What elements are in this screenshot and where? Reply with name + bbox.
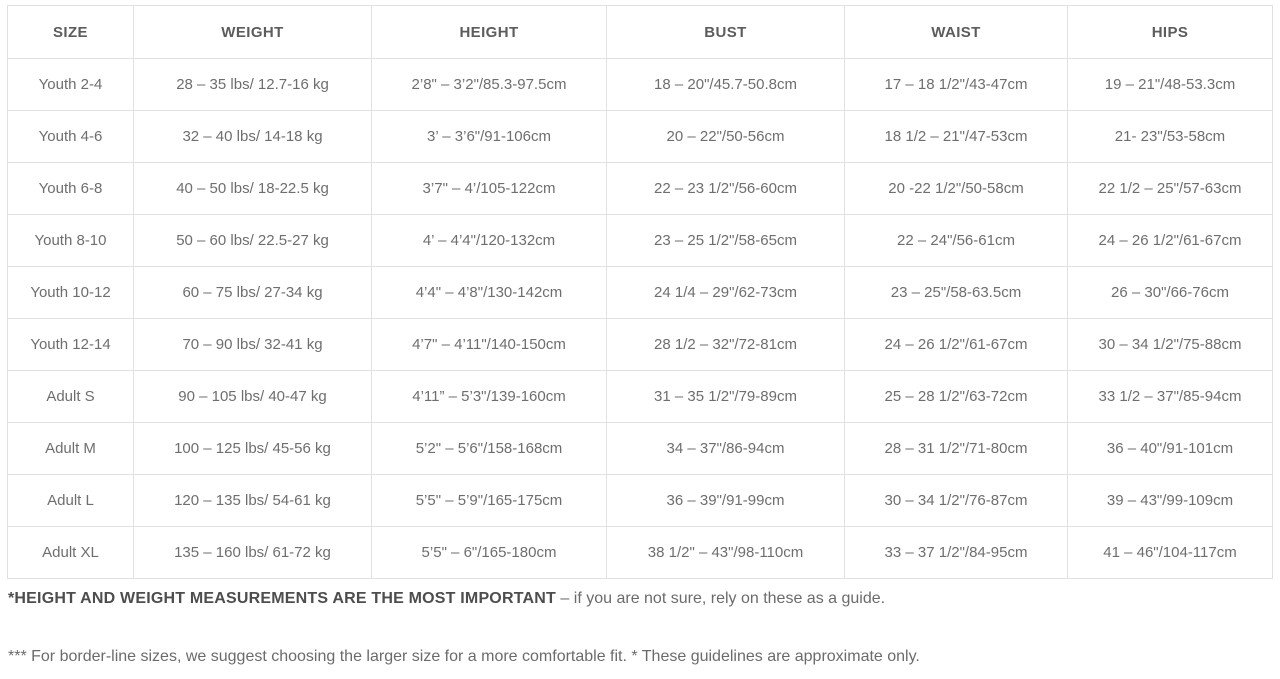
table-cell: 33 – 37 1/2"/84-95cm — [845, 527, 1068, 579]
table-cell: 30 – 34 1/2"/76-87cm — [845, 475, 1068, 527]
table-row — [8, 371, 1273, 423]
table-cell: 40 – 50 lbs/ 18-22.5 kg — [134, 163, 372, 215]
table-cell: 120 – 135 lbs/ 54-61 kg — [134, 475, 372, 527]
note-borderline: *** For border-line sizes, we suggest choosing the larger size for a more comfortable fit. * These guidelines are approximate only. — [8, 648, 920, 665]
table-cell: 19 – 21"/48-53.3cm — [1068, 59, 1273, 111]
size-chart-table — [7, 5, 1273, 579]
table-cell: 23 – 25 1/2"/58-65cm — [607, 215, 845, 267]
table-body — [8, 59, 1273, 579]
column-header: HIPS — [1068, 6, 1273, 59]
table-cell: 36 – 40"/91-101cm — [1068, 423, 1273, 475]
table-header — [8, 6, 1273, 59]
table-cell: 31 – 35 1/2"/79-89cm — [607, 371, 845, 423]
table-cell: 5’5" – 5’9"/165-175cm — [372, 475, 607, 527]
table-cell: 4’4" – 4’8"/130-142cm — [372, 267, 607, 319]
table-cell: 38 1/2" – 43"/98-110cm — [607, 527, 845, 579]
table-row — [8, 423, 1273, 475]
note-height-weight — [8, 590, 885, 608]
table-cell: 36 – 39"/91-99cm — [607, 475, 845, 527]
table-cell: 5’5" – 6"/165-180cm — [372, 527, 607, 579]
table-cell: Youth 6-8 — [8, 163, 134, 215]
table-cell: 4’11” – 5’3"/139-160cm — [372, 371, 607, 423]
table-row — [8, 215, 1273, 267]
table-cell: Adult L — [8, 475, 134, 527]
table-cell: 5’2" – 5’6"/158-168cm — [372, 423, 607, 475]
table-cell: Adult M — [8, 423, 134, 475]
table-cell: 18 – 20"/45.7-50.8cm — [607, 59, 845, 111]
note-height-weight-bold: *HEIGHT AND WEIGHT MEASUREMENTS ARE THE MOST IMPORTANT — [8, 590, 556, 607]
table-cell: 60 – 75 lbs/ 27-34 kg — [134, 267, 372, 319]
column-header: HEIGHT — [372, 6, 607, 59]
table-cell: Youth 4-6 — [8, 111, 134, 163]
table-cell: 39 – 43"/99-109cm — [1068, 475, 1273, 527]
table-row — [8, 111, 1273, 163]
table-cell: 28 – 35 lbs/ 12.7-16 kg — [134, 59, 372, 111]
table-cell: 22 1/2 – 25"/57-63cm — [1068, 163, 1273, 215]
column-header: BUST — [607, 6, 845, 59]
table-cell: 28 1/2 – 32"/72-81cm — [607, 319, 845, 371]
table-cell: 135 – 160 lbs/ 61-72 kg — [134, 527, 372, 579]
size-chart-section — [7, 5, 1273, 579]
table-cell: 50 – 60 lbs/ 22.5-27 kg — [134, 215, 372, 267]
table-cell: 18 1/2 – 21"/47-53cm — [845, 111, 1068, 163]
table-row — [8, 163, 1273, 215]
table-cell: 2’8" – 3’2"/85.3-97.5cm — [372, 59, 607, 111]
table-cell: Youth 2-4 — [8, 59, 134, 111]
table-cell: Youth 12-14 — [8, 319, 134, 371]
table-cell: 17 – 18 1/2"/43-47cm — [845, 59, 1068, 111]
table-cell: 3’7" – 4’/105-122cm — [372, 163, 607, 215]
table-cell: 4’7" – 4’11"/140-150cm — [372, 319, 607, 371]
table-cell: 22 – 24"/56-61cm — [845, 215, 1068, 267]
table-cell: 20 -22 1/2"/50-58cm — [845, 163, 1068, 215]
table-row — [8, 319, 1273, 371]
table-cell: 23 – 25"/58-63.5cm — [845, 267, 1068, 319]
table-cell: 24 1/4 – 29"/62-73cm — [607, 267, 845, 319]
table-cell: Adult XL — [8, 527, 134, 579]
table-cell: 26 – 30"/66-76cm — [1068, 267, 1273, 319]
table-cell: 34 – 37"/86-94cm — [607, 423, 845, 475]
table-row — [8, 59, 1273, 111]
table-cell: 33 1/2 – 37"/85-94cm — [1068, 371, 1273, 423]
table-cell: 28 – 31 1/2"/71-80cm — [845, 423, 1068, 475]
table-row — [8, 527, 1273, 579]
table-cell: 24 – 26 1/2"/61-67cm — [845, 319, 1068, 371]
table-row — [8, 475, 1273, 527]
table-cell: 21- 23"/53-58cm — [1068, 111, 1273, 163]
column-header: WAIST — [845, 6, 1068, 59]
note-height-weight-rest: – if you are not sure, rely on these as a guide. — [555, 590, 886, 607]
table-cell: 70 – 90 lbs/ 32-41 kg — [134, 319, 372, 371]
table-cell: Youth 8-10 — [8, 215, 134, 267]
table-row — [8, 267, 1273, 319]
table-cell: 25 – 28 1/2"/63-72cm — [845, 371, 1068, 423]
table-cell: 3’ – 3’6"/91-106cm — [372, 111, 607, 163]
table-cell: 32 – 40 lbs/ 14-18 kg — [134, 111, 372, 163]
table-cell: 30 – 34 1/2"/75-88cm — [1068, 319, 1273, 371]
table-cell: 90 – 105 lbs/ 40-47 kg — [134, 371, 372, 423]
table-cell: 4’ – 4’4"/120-132cm — [372, 215, 607, 267]
table-cell: 24 – 26 1/2"/61-67cm — [1068, 215, 1273, 267]
table-cell: 20 – 22"/50-56cm — [607, 111, 845, 163]
table-cell: 22 – 23 1/2"/56-60cm — [607, 163, 845, 215]
table-cell: Youth 10-12 — [8, 267, 134, 319]
column-header: WEIGHT — [134, 6, 372, 59]
table-cell: 100 – 125 lbs/ 45-56 kg — [134, 423, 372, 475]
table-cell: Adult S — [8, 371, 134, 423]
header-row — [8, 6, 1273, 59]
column-header: SIZE — [8, 6, 134, 59]
table-cell: 41 – 46"/104-117cm — [1068, 527, 1273, 579]
